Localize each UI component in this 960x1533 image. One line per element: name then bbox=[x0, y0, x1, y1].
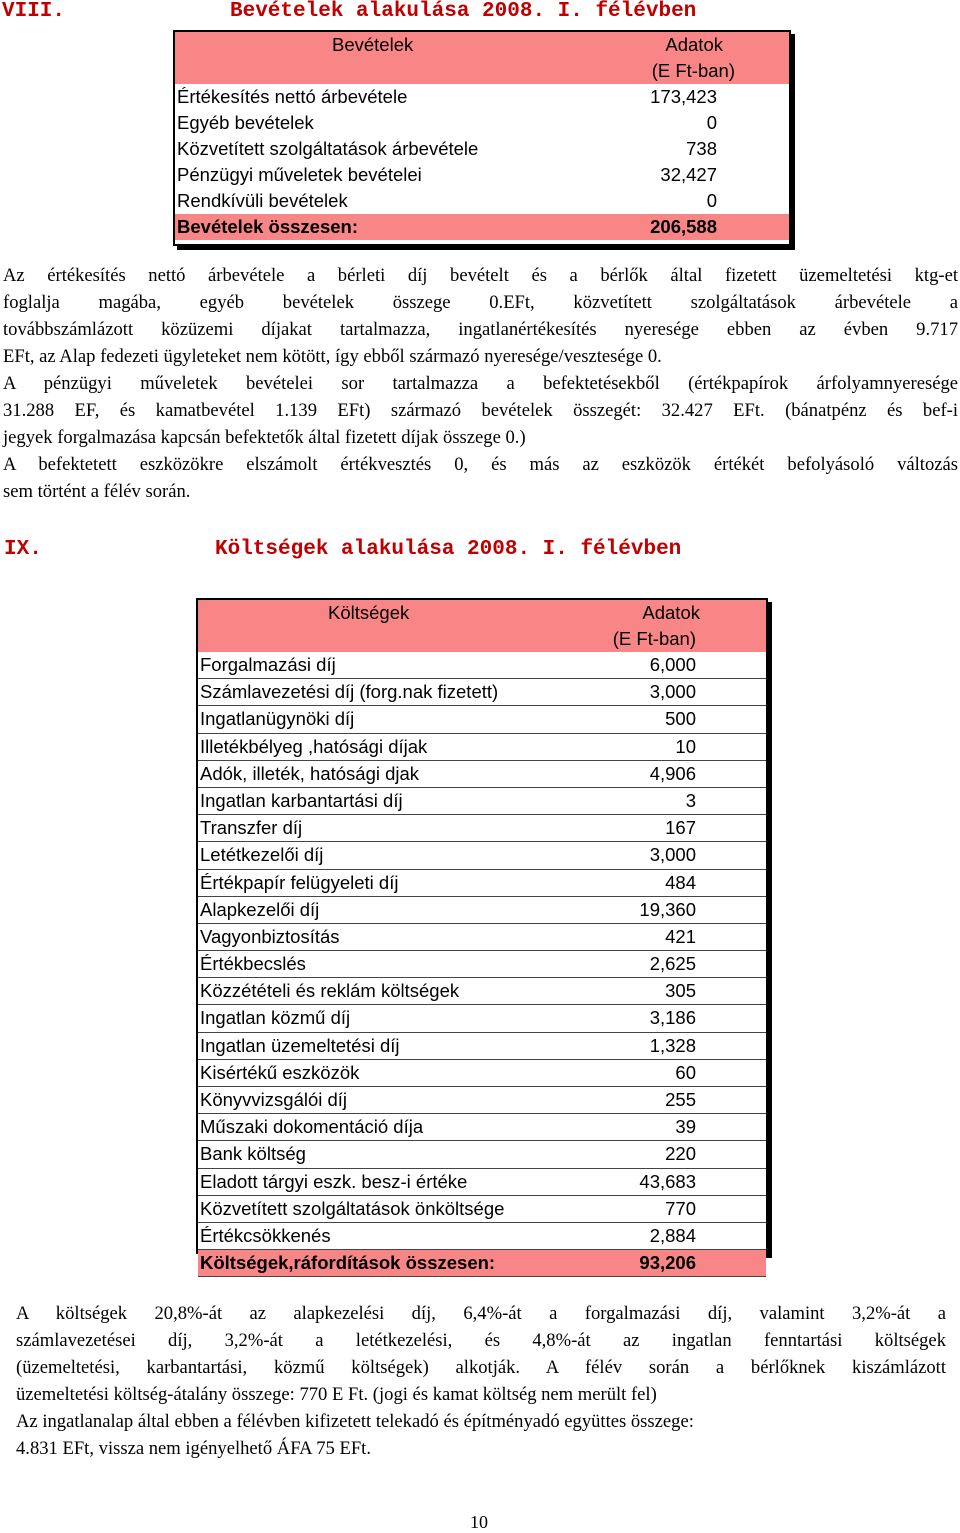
paragraph-line: számlavezetései díj, 3,2%-át a letétkezelési, és 4,8%-át az ingatlan fenntartási költségek bbox=[16, 1330, 946, 1351]
cost-row-label: Bank költség bbox=[200, 1143, 306, 1165]
paragraph-line: 4.831 EFt, vissza nem igényelhető ÁFA 75 EFt. bbox=[16, 1438, 371, 1459]
cost-table-row bbox=[198, 815, 766, 842]
cost-commentary bbox=[16, 1300, 946, 1462]
cost-row-label: Ingatlan karbantartási díj bbox=[200, 789, 403, 811]
revenue-row-label: Közvetített szolgáltatások árbevétele bbox=[177, 138, 479, 159]
cost-row-label: Értékcsökkenés bbox=[200, 1224, 331, 1246]
cost-row-value: 770 bbox=[665, 1197, 696, 1219]
cost-row-label: Kisértékű eszközök bbox=[200, 1061, 360, 1083]
cost-row-label: Közzétételi és reklám költségek bbox=[200, 980, 460, 1002]
paragraph-line: 31.288 EF, és kamatbevétel 1.139 EFt) származó bevételek összegét: 32.427 EFt. (bánatpénz és bef-i bbox=[3, 400, 958, 421]
cost-table-row bbox=[198, 1223, 766, 1250]
cost-row-label: Letétkezelői díj bbox=[200, 844, 324, 866]
cost-row-value: 3 bbox=[685, 789, 696, 811]
cost-table-row bbox=[198, 842, 766, 869]
cost-row-label: Számlavezetési díj (forg.nak fizetett) bbox=[200, 681, 499, 703]
revenue-total-value: 206,588 bbox=[650, 216, 717, 237]
revenue-row-value: 173,423 bbox=[650, 86, 717, 107]
cost-col-label: Költségek bbox=[328, 602, 410, 623]
paragraph-line: üzemeltetési költség-átalány összege: 770 E Ft. (jogi és kamat költség nem merült fel) bbox=[16, 1384, 657, 1405]
cost-table-row bbox=[198, 788, 766, 815]
paragraph-line: foglalja magába, egyéb bevételek összege 0.EFt, közvetített szolgáltatások árbevétele a bbox=[3, 292, 958, 313]
revenue-col-value: Adatok bbox=[665, 34, 723, 55]
revenue-table-row bbox=[175, 110, 789, 136]
cost-table-row bbox=[198, 734, 766, 761]
cost-row-value: 167 bbox=[665, 817, 696, 839]
cost-table-row bbox=[198, 706, 766, 733]
cost-row-label: Értékbecslés bbox=[200, 953, 306, 975]
revenue-row-value: 32,427 bbox=[660, 164, 717, 185]
cost-row-label: Értékpapír felügyeleti díj bbox=[200, 871, 399, 893]
cost-row-value: 4,906 bbox=[649, 762, 696, 784]
paragraph-line: továbbszámlázott közüzemi díjakat tartalmazza, ingatlanértékesítés nyeresége ebben az évben 9.717 bbox=[3, 319, 958, 340]
revenue-table bbox=[173, 30, 791, 246]
revenue-table-row bbox=[175, 188, 789, 214]
revenue-row-value: 0 bbox=[706, 190, 717, 211]
cost-row-value: 421 bbox=[665, 925, 696, 947]
cost-row-label: Adók, illeték, hatósági djak bbox=[200, 762, 420, 784]
cost-table-row bbox=[198, 1169, 766, 1196]
cost-table-row bbox=[198, 1141, 766, 1168]
cost-table bbox=[196, 598, 768, 1274]
cost-table-row bbox=[198, 1060, 766, 1087]
cost-table-row bbox=[198, 924, 766, 951]
revenue-col-unit: (E Ft-ban) bbox=[651, 60, 735, 81]
section-9-number: IX. bbox=[4, 538, 42, 561]
revenue-col-label: Bevételek bbox=[332, 34, 414, 55]
cost-table-row bbox=[198, 1005, 766, 1032]
paragraph-line: EFt, az Alap fedezeti ügyleteket nem kötött, így ebből származó nyeresége/vesztesége 0. bbox=[3, 346, 662, 367]
cost-table-row bbox=[198, 1114, 766, 1141]
cost-table-row bbox=[198, 1033, 766, 1060]
revenue-total-label: Bevételek összesen: bbox=[177, 216, 358, 237]
revenue-row-label: Egyéb bevételek bbox=[177, 112, 314, 133]
paragraph-line: Az ingatlanalap által ebben a félévben kifizetett telekadó és építményadó együttes összege: bbox=[16, 1411, 694, 1432]
cost-table-row bbox=[198, 1196, 766, 1223]
section-8-title: Bevételek alakulása 2008. I. félévben bbox=[230, 0, 697, 23]
paragraph-line: Az értékesítés nettó árbevétele a bérleti díj bevételt és a bérlők által fizetett üzemeltetési ktg-et bbox=[3, 265, 958, 286]
cost-table-row bbox=[198, 679, 766, 706]
revenue-row-value: 0 bbox=[706, 112, 717, 133]
cost-row-value: 500 bbox=[665, 708, 696, 730]
cost-row-value: 255 bbox=[665, 1089, 696, 1110]
cost-row-label: Ingatlan üzemeltetési díj bbox=[200, 1034, 400, 1056]
cost-row-value: 2,884 bbox=[649, 1224, 696, 1246]
cost-row-value: 10 bbox=[675, 735, 696, 757]
revenue-row-label: Értékesítés nettó árbevétele bbox=[177, 86, 408, 107]
cost-row-value: 6,000 bbox=[649, 654, 696, 675]
cost-row-value: 2,625 bbox=[649, 953, 696, 975]
revenue-row-value: 738 bbox=[686, 138, 717, 159]
cost-row-value: 3,186 bbox=[649, 1007, 696, 1029]
cost-col-unit: (E Ft-ban) bbox=[612, 628, 696, 649]
paragraph-line: A befektetett eszközökre elszámolt értékvesztés 0, és más az eszközök értékét befolyásoló változás bbox=[3, 454, 958, 475]
revenue-row-label: Pénzügyi műveletek bevételei bbox=[177, 164, 422, 185]
cost-row-label: Könyvvizsgálói díj bbox=[200, 1089, 348, 1110]
paragraph-line: (üzemeltetési, karbantartási, közmű költségek) alkotják. A félév során a bérlőknek kiszámlázott bbox=[16, 1357, 946, 1378]
cost-total-row bbox=[198, 1250, 766, 1277]
revenue-row-label: Rendkívüli bevételek bbox=[177, 190, 348, 211]
cost-table-row bbox=[198, 1087, 766, 1114]
paragraph-line: jegyek forgalmazása kapcsán befektetők által fizetett díjak összege 0.) bbox=[3, 427, 526, 448]
cost-row-label: Közvetített szolgáltatások önköltsége bbox=[200, 1197, 505, 1219]
cost-row-label: Vagyonbiztosítás bbox=[200, 925, 340, 947]
cost-table-row bbox=[198, 978, 766, 1005]
cost-row-value: 484 bbox=[665, 871, 696, 893]
cost-table-row bbox=[198, 897, 766, 924]
cost-row-label: Forgalmazási díj bbox=[200, 654, 336, 675]
paragraph-line: sem történt a félév során. bbox=[3, 481, 191, 502]
cost-col-value: Adatok bbox=[642, 602, 700, 623]
cost-row-value: 43,683 bbox=[639, 1170, 696, 1192]
cost-row-label: Transzfer díj bbox=[200, 817, 303, 839]
cost-row-value: 19,360 bbox=[639, 898, 696, 920]
cost-row-value: 3,000 bbox=[649, 681, 696, 703]
paragraph-line: A költségek 20,8%-át az alapkezelési díj, 6,4%-át a forgalmazási díj, valamint 3,2%-át a bbox=[16, 1303, 946, 1324]
section-8-number: VIII. bbox=[2, 0, 66, 23]
cost-row-value: 39 bbox=[675, 1116, 696, 1138]
cost-row-value: 60 bbox=[675, 1061, 696, 1083]
cost-row-label: Ingatlanügynöki díj bbox=[200, 708, 355, 730]
page-number: 10 bbox=[470, 1512, 488, 1532]
cost-table-row bbox=[198, 870, 766, 897]
cost-row-value: 220 bbox=[665, 1143, 696, 1165]
revenue-table-row bbox=[175, 136, 789, 162]
cost-row-value: 305 bbox=[665, 980, 696, 1002]
section-9-title: Költségek alakulása 2008. I. félévben bbox=[215, 538, 682, 561]
cost-table-row bbox=[198, 761, 766, 788]
cost-total-value: 93,206 bbox=[639, 1252, 696, 1274]
cost-table-row bbox=[198, 652, 766, 679]
revenue-table-header bbox=[175, 32, 789, 84]
paragraph-line: A pénzügyi műveletek bevételei sor tartalmazza a befektetésekből (értékpapírok árfolyamnyeresége bbox=[3, 373, 958, 394]
cost-total-label: Költségek,ráfordítások összesen: bbox=[200, 1252, 496, 1274]
cost-table-row bbox=[198, 951, 766, 978]
cost-row-label: Alapkezelői díj bbox=[200, 898, 320, 920]
cost-row-label: Műszaki dokomentáció díja bbox=[200, 1116, 424, 1138]
cost-row-label: Ingatlan közmű díj bbox=[200, 1007, 351, 1029]
revenue-table-row bbox=[175, 84, 789, 110]
cost-row-label: Illetékbélyeg ,hatósági díjak bbox=[200, 735, 428, 757]
cost-row-value: 1,328 bbox=[649, 1034, 696, 1056]
revenue-commentary bbox=[3, 262, 958, 505]
cost-row-label: Eladott tárgyi eszk. besz-i értéke bbox=[200, 1170, 468, 1192]
revenue-total-row bbox=[175, 214, 789, 240]
cost-row-value: 3,000 bbox=[649, 844, 696, 866]
cost-table-header bbox=[198, 600, 766, 652]
revenue-table-row bbox=[175, 162, 789, 188]
